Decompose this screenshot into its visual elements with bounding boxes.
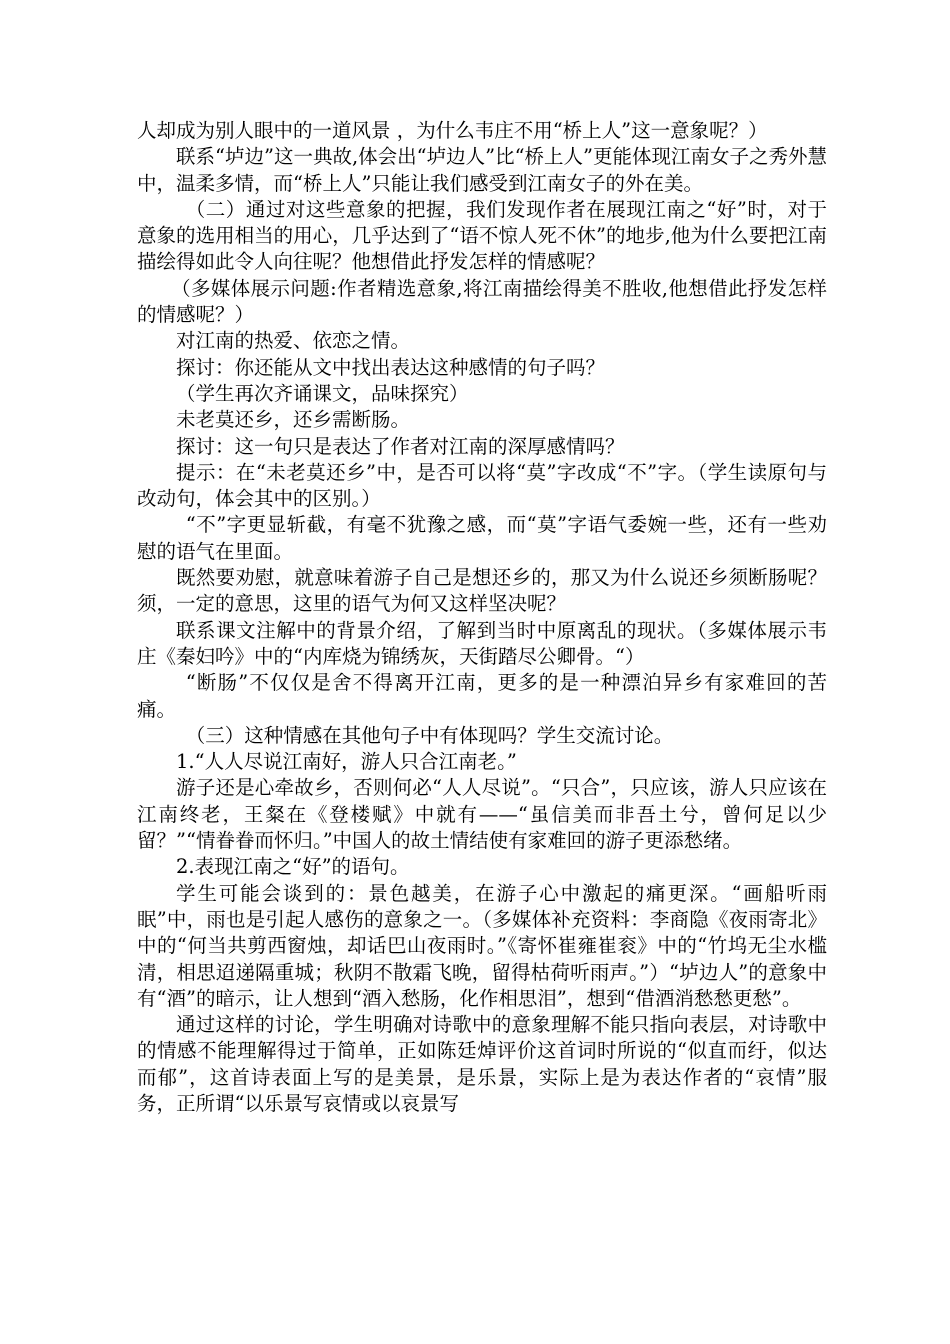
paragraph-18: 2.表现江南之“好”的语句。 (176, 855, 410, 879)
paragraph-19: 学生可能会谈到的：景色越美，在游子心中激起的痛更深。“画船听雨眠”中，雨也是引起人感伤的意象之一。（多媒体补充资料：李商隐《夜雨寄北》中的“何当共剪西窗烛，却话巴山夜雨时。”《寄怀崔雍崔衮》中的“竹坞无尘水槛清，相思迢递隔重城；秋阴不散霜飞晚，留得枯荷听雨声。”）“垆边人”的意象中有“酒”的暗示，让人想到“酒入愁肠，化作相思泪”，想到“借酒消愁愁更愁”。 (137, 881, 827, 1010)
paragraph-4: （多媒体展示问题:作者精选意象,将江南描绘得美不胜收,他想借此抒发怎样的情感呢？） (137, 276, 827, 327)
paragraph-15: （三）这种情感在其他句子中有体现吗？学生交流讨论。 (185, 723, 674, 747)
paragraph-14: “断肠”不仅仅是舍不得离开江南，更多的是一种漂泊异乡有家难回的苦痛。 (137, 671, 827, 721)
paragraph-7: （学生再次齐诵课文，品味探究） (176, 381, 469, 405)
paragraph-9: 探讨：这一句只是表达了作者对江南的深厚感情吗？ (176, 434, 625, 458)
paragraph-20: 通过这样的讨论，学生明确对诗歌中的意象理解不能只指向表层，对诗歌中的情感不能理解得过于简单，正如陈廷焯评价这首词时所说的“似直而纡，似达而郁”，这首诗表面上写的是美景，是乐景，实际上是为表达作者的“哀情”服务，正所谓“以乐景写哀情或以哀景写 (137, 1013, 827, 1115)
paragraph-17: 游子还是心牵故乡，否则何必“人人尽说”。“只合”，只应该，游人只应该在江南终老，王粲在《登楼赋》中就有——“虽信美而非吾土兮，曾何足以少留？”“情眷眷而怀归。”中国人的故土情结使有家难回的游子更添愁绪。 (137, 776, 827, 853)
paragraph-8: 未老莫还乡，还乡需断肠。 (176, 408, 411, 432)
paragraph-2: 联系“垆边”这一典故,体会出“垆边人”比“桥上人”更能体现江南女子之秀外慧中，温柔多情，而“桥上人”只能让我们感受到江南女子的外在美。 (137, 145, 828, 195)
paragraph-5: 对江南的热爱、依恋之情。 (176, 329, 411, 353)
paragraph-13: 联系课文注解中的背景介绍，了解到当时中原离乱的现状。（多媒体展示韦庄《秦妇吟》中的“内库烧为锦绣灰，天街踏尽公卿骨。“） (137, 618, 827, 668)
paragraph-12: 既然要劝慰，就意味着游子自己是想还乡的，那又为什么说还乡须断肠呢？须，一定的意思，这里的语气为何又这样坚决呢？ (137, 566, 827, 616)
paragraph-10: 提示：在“未老莫还乡”中，是否可以将“莫”字改成“不”字。（学生读原句与改动句，体会其中的区别。） (137, 460, 827, 511)
paragraph-1: 人却成为别人眼中的一道风景 ，为什么韦庄不用“桥上人”这一意象呢？） (137, 119, 768, 142)
paragraph-3: （二）通过对这些意象的把握，我们发现作者在展现江南之“好”时，对于意象的选用相当的用心，几乎达到了“语不惊人死不休”的地步,他为什么要把江南描绘得如此令人向往呢？他想借此抒发怎样的情感呢？ (137, 197, 827, 274)
document-page (137, 118, 827, 1117)
paragraph-6: 探讨：你还能从文中找出表达这种感情的句子吗？ (176, 355, 606, 379)
paragraph-16: 1.“人人尽说江南好，游人只合江南老。” (176, 750, 517, 774)
paragraph-11: “不”字更显斩截，有毫不犹豫之感，而“莫”字语气委婉一些，还有一些劝慰的语气在里面。 (137, 513, 827, 563)
